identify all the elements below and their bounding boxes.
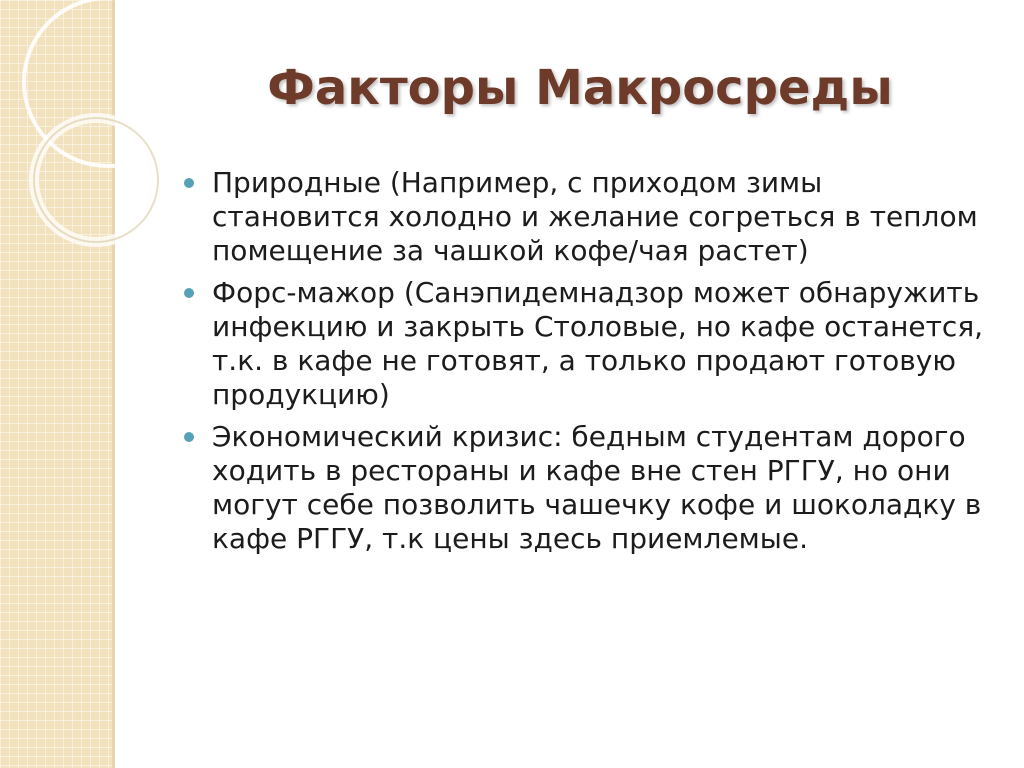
bullet-dot-icon [184, 288, 194, 298]
bullet-dot-icon [184, 432, 194, 442]
bullet-item-natural [184, 166, 984, 268]
bullet-item-economic-crisis [184, 420, 984, 556]
bullet-text-economic-crisis: Экономический кризис: бедным студентам дорого ходить в рестораны и кафе вне стен РГГУ, но они могут себе позволить чашечку кофе и шоколадку в кафе РГГУ, т.к цены здесь приемлемые. [212, 420, 982, 555]
bullet-item-force-majeure [184, 276, 984, 412]
slide-title: Факторы Макросреды [267, 60, 893, 116]
bullet-text-natural: Природные (Например, с приходом зимы становится холодно и желание согреться в теплом помещение за чашкой кофе/чая растет) [212, 166, 978, 267]
bullet-text-force-majeure: Форс-мажор (Санэпидемнадзор может обнаружить инфекцию и закрыть Столовые, но кафе останется, т.к. в кафе не готовят, а только продают готовую продукцию) [212, 276, 984, 411]
bullet-dot-icon [184, 178, 194, 188]
bullet-list [184, 166, 984, 564]
